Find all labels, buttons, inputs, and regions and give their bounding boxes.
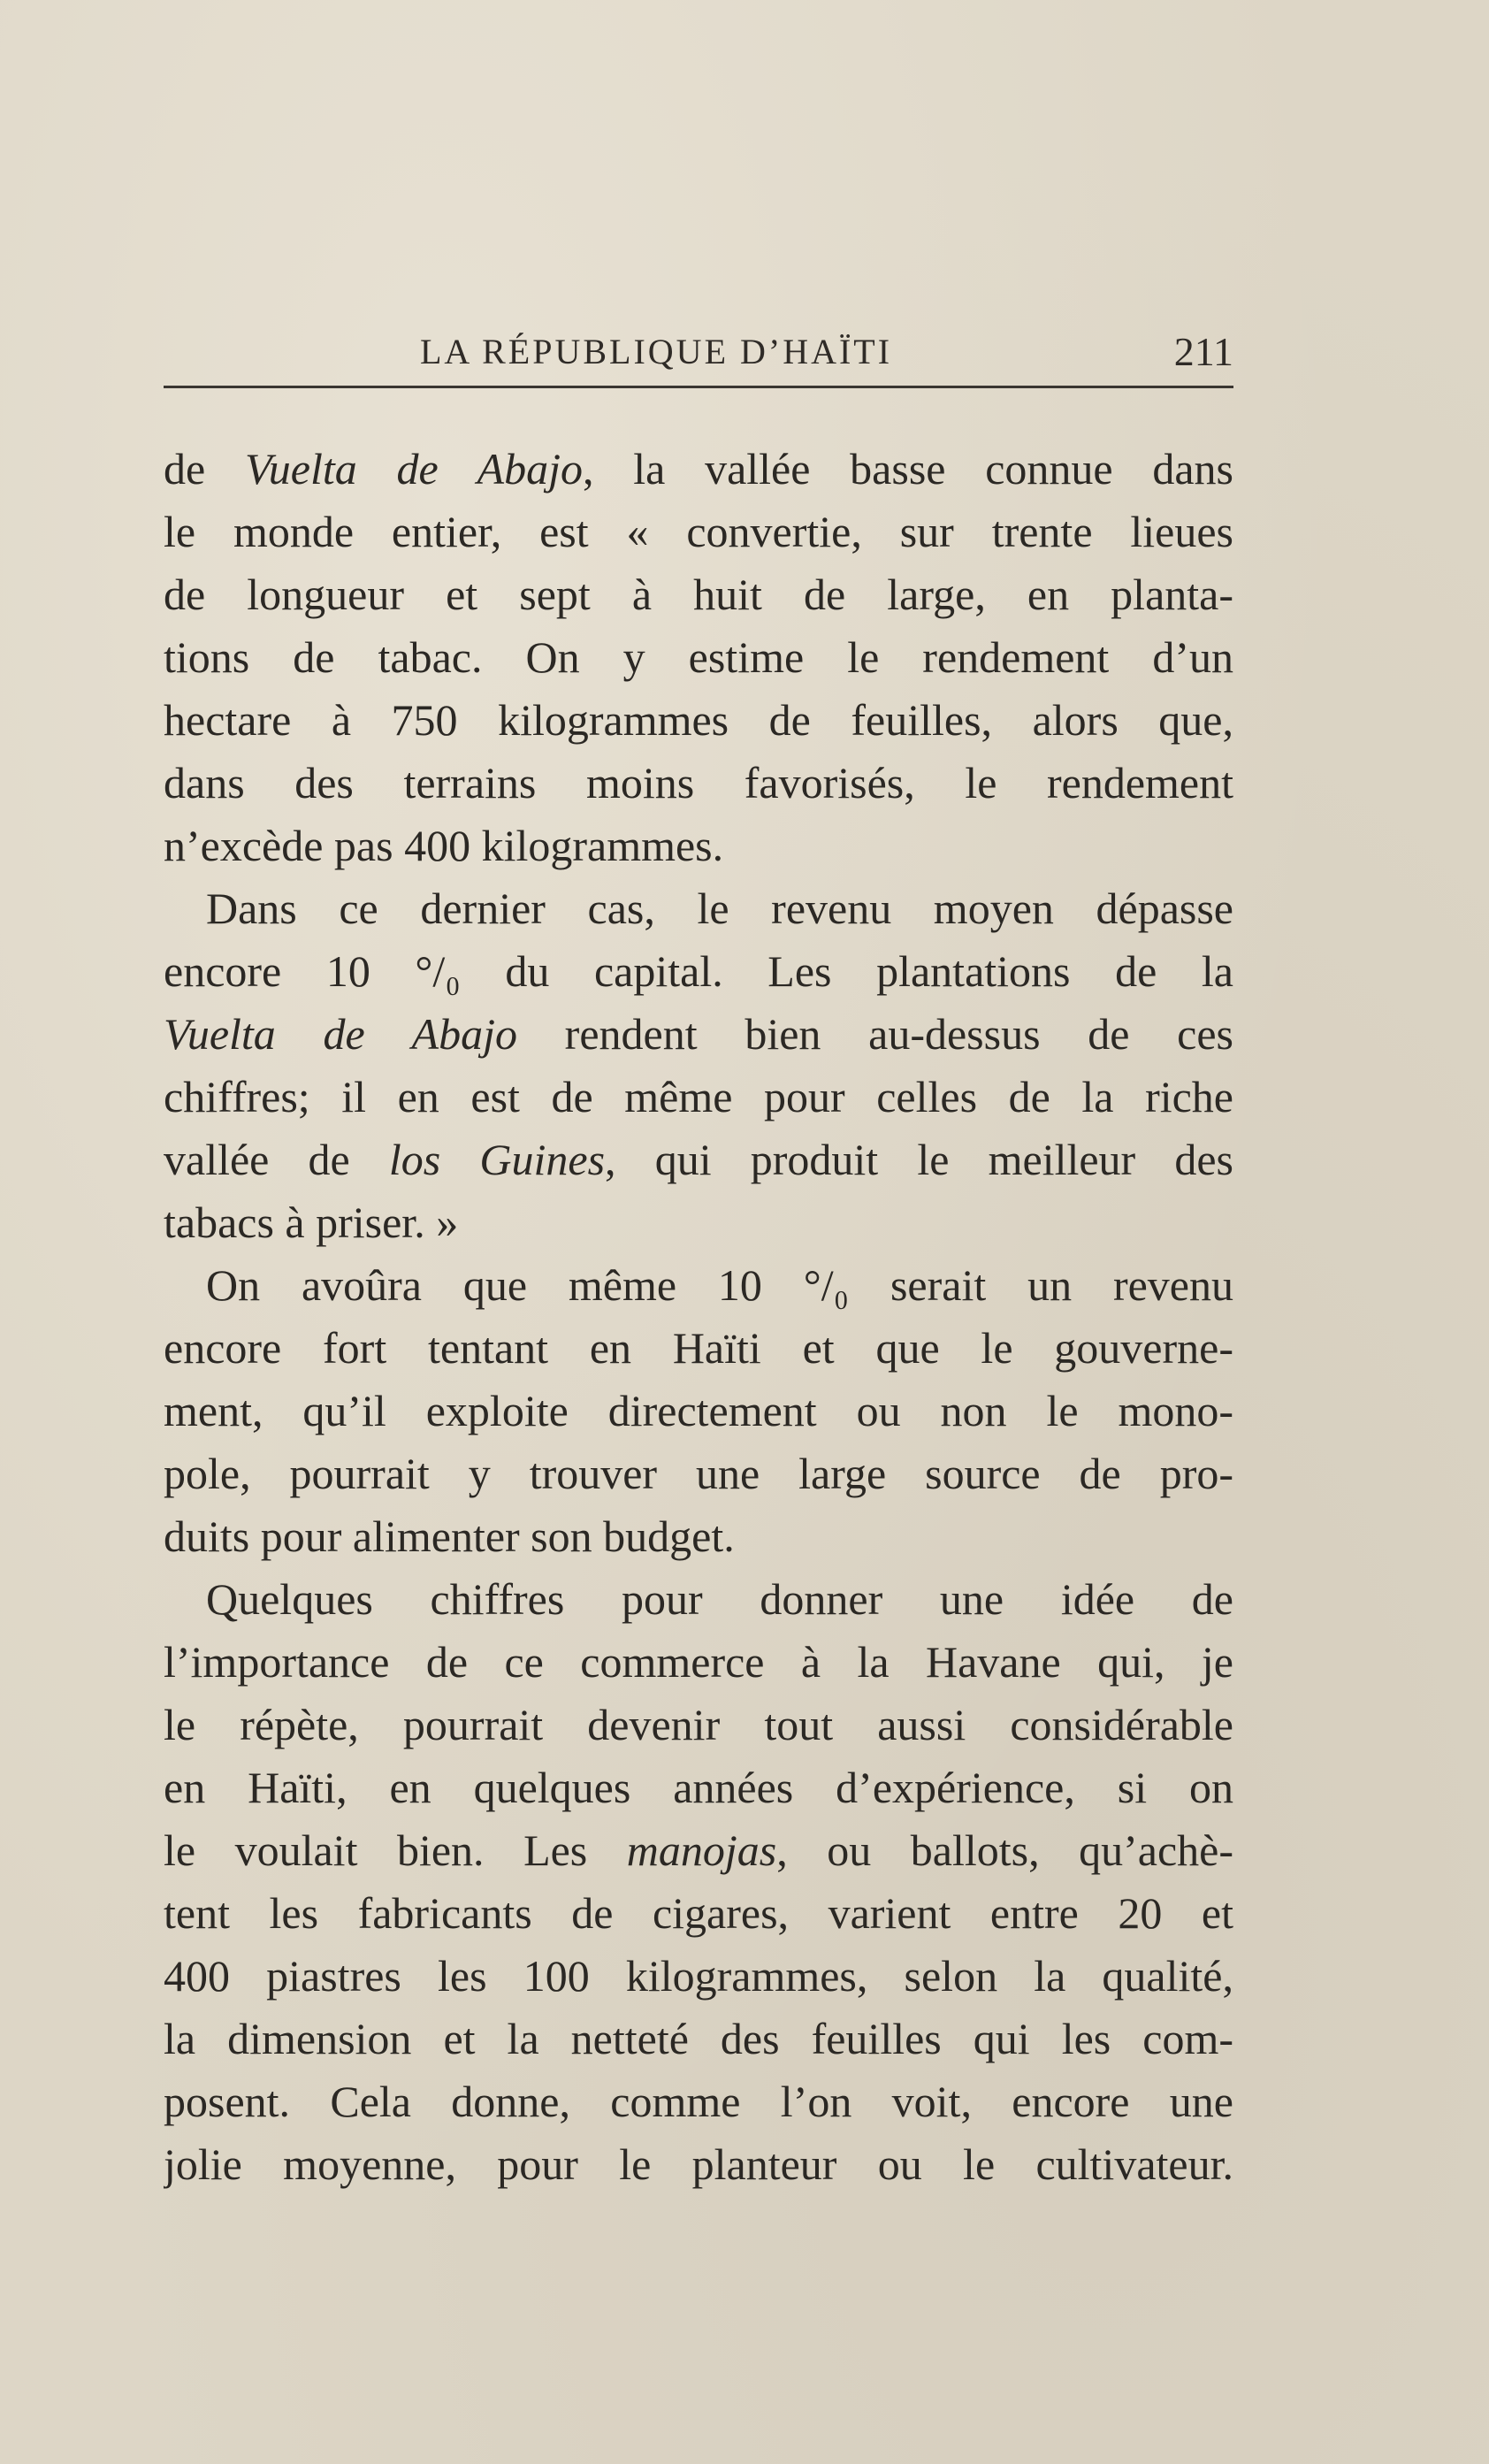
italic-text: Vuelta de Abajo xyxy=(164,1009,517,1059)
text-run: , ou ballots, qu’achè- xyxy=(776,1825,1233,1875)
text-run: la dimension et la netteté des feuilles qui les com- xyxy=(164,2014,1233,2063)
text-line xyxy=(164,1505,1233,1568)
text-line xyxy=(164,815,1233,877)
text-run: n’excède pas 400 kilogrammes. xyxy=(164,821,724,870)
text-run: , la vallée basse connue dans xyxy=(582,444,1233,494)
text-line xyxy=(164,1819,1233,1882)
text-line xyxy=(164,1882,1233,1945)
text-run: de xyxy=(164,444,245,494)
text-run: hectare à 750 kilogrammes de feuilles, alors que, xyxy=(164,695,1233,745)
text-run: posent. Cela donne, comme l’on voit, encore une xyxy=(164,2077,1233,2126)
text-run: l’importance de ce commerce à la Havane qui, je xyxy=(164,1637,1233,1687)
page-number: 211 xyxy=(1173,329,1233,374)
text-run: Quelques chiffres pour donner une idée de xyxy=(206,1574,1233,1624)
text-line xyxy=(164,1003,1233,1066)
text-line xyxy=(164,1442,1233,1505)
text-run: jolie moyenne, pour le planteur ou le cultivateur. xyxy=(164,2139,1233,2189)
text-run: en Haïti, en quelques années d’expérience, si on xyxy=(164,1763,1233,1812)
text-line xyxy=(164,626,1233,689)
text-run: duits pour alimenter son budget. xyxy=(164,1511,735,1561)
text-line xyxy=(164,2133,1233,2196)
text-line xyxy=(164,1317,1233,1380)
text-run: le répète, pourrait devenir tout aussi considérable xyxy=(164,1700,1233,1749)
running-title: LA RÉPUBLIQUE D’HAÏTI xyxy=(420,332,893,371)
text-line xyxy=(164,2008,1233,2070)
text-run: , qui produit le meilleur des xyxy=(605,1135,1233,1184)
text-run: Dans ce dernier cas, le revenu moyen dépasse xyxy=(206,884,1233,933)
text-line xyxy=(164,1191,1233,1254)
text-line xyxy=(164,2070,1233,2133)
text-line xyxy=(164,438,1233,501)
text-run: dans des terrains moins favorisés, le rendement xyxy=(164,758,1233,807)
text-run: 400 piastres les 100 kilogrammes, selon la qualité, xyxy=(164,1951,1233,2001)
text-line xyxy=(164,1756,1233,1819)
text-line xyxy=(164,1129,1233,1191)
text-line xyxy=(164,940,1233,1003)
text-line xyxy=(164,1380,1233,1442)
header-rule xyxy=(164,386,1233,388)
text-run: On avoûra que même 10 °/₀ serait un revenu xyxy=(206,1260,1233,1310)
text-line xyxy=(164,1631,1233,1694)
text-run: le monde entier, est « convertie, sur trente lieues xyxy=(164,507,1233,556)
text-run: tabacs à priser. » xyxy=(164,1198,459,1247)
text-run: tent les fabricants de cigares, varient entre 20 et xyxy=(164,1888,1233,1938)
text-line xyxy=(164,563,1233,626)
text-line xyxy=(164,1254,1233,1317)
text-line xyxy=(164,501,1233,563)
text-line xyxy=(164,1945,1233,2008)
text-run: encore 10 °/₀ du capital. Les plantations de la xyxy=(164,946,1233,996)
italic-text: Vuelta de Abajo xyxy=(244,444,583,494)
text-line xyxy=(164,877,1233,940)
text-run: de longueur et sept à huit de large, en planta- xyxy=(164,570,1233,619)
text-line xyxy=(164,1568,1233,1631)
body-text xyxy=(164,438,1233,2196)
text-run: vallée de xyxy=(164,1135,389,1184)
text-line xyxy=(164,752,1233,815)
text-run: encore fort tentant en Haïti et que le gouverne- xyxy=(164,1323,1233,1373)
page-header xyxy=(164,327,1233,398)
text-line xyxy=(164,1694,1233,1756)
text-run: chiffres; il en est de même pour celles de la riche xyxy=(164,1072,1233,1121)
text-run: ment, qu’il exploite directement ou non le mono- xyxy=(164,1386,1233,1435)
text-line xyxy=(164,689,1233,752)
text-run: le voulait bien. Les xyxy=(164,1825,627,1875)
text-run: rendent bien au-dessus de ces xyxy=(516,1009,1233,1059)
italic-text: los Guines xyxy=(388,1135,606,1184)
text-run: tions de tabac. On y estime le rendement d’un xyxy=(164,632,1233,682)
italic-text: manojas xyxy=(626,1825,777,1875)
text-run: pole, pourrait y trouver une large source de pro- xyxy=(164,1449,1233,1498)
text-line xyxy=(164,1066,1233,1129)
